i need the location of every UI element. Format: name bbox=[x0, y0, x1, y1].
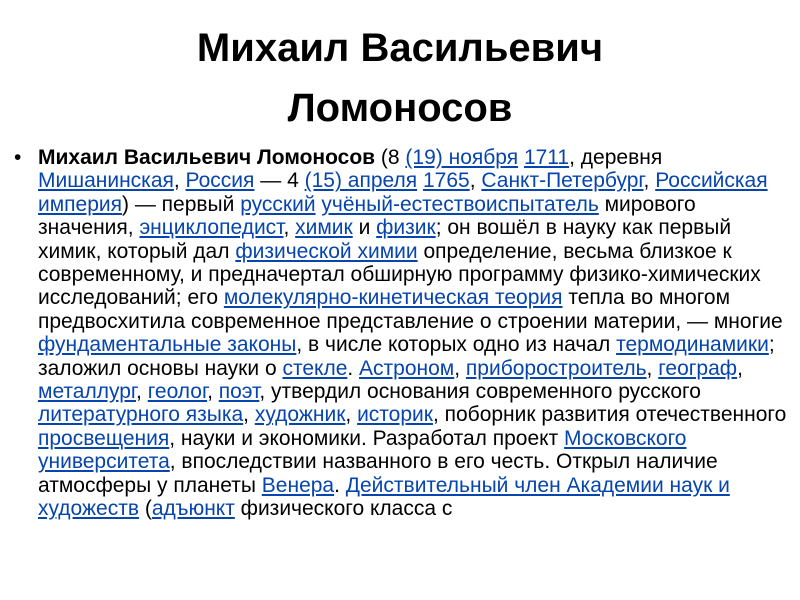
link-chemist[interactable]: химик bbox=[295, 216, 353, 240]
text-segment: , в числе которых одно из начал bbox=[296, 333, 617, 357]
text-segment: , деревня bbox=[569, 146, 663, 169]
text-segment: , bbox=[207, 380, 219, 404]
link-venus[interactable]: Венера bbox=[261, 473, 335, 497]
subject-name: Михаил Васильевич Ломоносов bbox=[38, 146, 376, 169]
text-segment: тепла во многом предвосхитила современное представление о строении материи, — многие bbox=[38, 286, 783, 333]
title-line-2: Ломоносов bbox=[287, 86, 513, 130]
link-full-member[interactable]: Действительный член Академии наук и художеств bbox=[38, 473, 730, 521]
text-segment: , bbox=[643, 169, 656, 193]
link-geographer[interactable]: географ bbox=[658, 356, 738, 380]
link-glass[interactable]: стекле bbox=[282, 356, 348, 380]
text-segment: , bbox=[345, 403, 358, 427]
link-encyclopedist[interactable]: энциклопедист bbox=[139, 216, 284, 240]
text-segment: ; он вошёл в науку как первый химик, который дал bbox=[38, 216, 732, 263]
link-birth-year[interactable]: 1711 bbox=[523, 146, 570, 169]
link-metallurgist[interactable]: металлург bbox=[38, 380, 137, 404]
link-russian[interactable]: русский bbox=[240, 192, 316, 216]
bullet-icon: • bbox=[14, 146, 22, 169]
text-segment: , bbox=[243, 403, 255, 427]
link-artist[interactable]: художник bbox=[254, 403, 346, 427]
text-segment: , науки и экономики. Разработал проект bbox=[169, 426, 565, 450]
text-segment: , bbox=[454, 356, 466, 380]
title-line-1: Михаил Васильевич bbox=[196, 26, 604, 70]
link-enlightenment[interactable]: просвещения bbox=[38, 426, 170, 450]
link-physical-chemistry[interactable]: физической химии bbox=[235, 239, 418, 263]
content-list bbox=[14, 146, 794, 521]
link-astronomer[interactable]: Астроном bbox=[359, 356, 455, 380]
link-adjunct[interactable]: адъюнкт bbox=[151, 497, 235, 521]
text-segment: ) — первый bbox=[122, 192, 241, 216]
text-segment: . bbox=[347, 356, 360, 380]
link-death-year[interactable]: 1765 bbox=[422, 169, 470, 193]
link-geologist[interactable]: геолог bbox=[147, 380, 208, 404]
link-russia[interactable]: Россия bbox=[185, 169, 255, 193]
link-instrument-maker[interactable]: приборостроитель bbox=[465, 356, 647, 380]
link-russian-empire[interactable]: Российская империя bbox=[38, 169, 768, 216]
text-segment: физического класса с bbox=[234, 497, 453, 521]
link-death-date[interactable]: (15) апреля bbox=[304, 169, 418, 193]
text-segment: , утвердил основания современного русского bbox=[259, 380, 701, 404]
text-segment: мирового значения, bbox=[38, 192, 696, 240]
link-thermodynamics[interactable]: термодинамики bbox=[616, 333, 769, 357]
text-segment: , bbox=[173, 169, 186, 193]
link-mishaninskaya[interactable]: Мишанинская bbox=[38, 169, 174, 193]
text-segment: , bbox=[646, 356, 659, 380]
text-segment: — 4 bbox=[254, 169, 305, 193]
page-title bbox=[0, 18, 800, 138]
link-saint-petersburg[interactable]: Санкт-Петербург bbox=[481, 169, 644, 193]
link-birth-date[interactable]: (19) ноября bbox=[405, 146, 519, 169]
text-segment: . bbox=[334, 473, 346, 497]
text-segment: , bbox=[737, 356, 743, 380]
bio-paragraph bbox=[14, 146, 794, 521]
link-physicist[interactable]: физик bbox=[376, 216, 436, 240]
text-segment: , впоследствии названного в его честь. Открыл наличие атмосферы у планеты bbox=[38, 450, 718, 497]
text-segment: (8 bbox=[375, 146, 406, 169]
link-fundamental-laws[interactable]: фундаментальные законы bbox=[38, 333, 297, 357]
link-poet[interactable]: поэт bbox=[218, 380, 260, 404]
text-segment: , bbox=[469, 169, 482, 193]
text-segment: и bbox=[352, 216, 377, 240]
link-literary-language[interactable]: литературного языка bbox=[38, 403, 244, 427]
text-segment: ; заложил основы науки о bbox=[38, 333, 775, 380]
link-moscow-university[interactable]: Московского университета bbox=[38, 426, 687, 474]
link-kinetic-theory[interactable]: молекулярно-кинетическая теория bbox=[223, 286, 563, 310]
text-segment: определение, весьма близкое к современному, и предначертал обширную программу физико-химических исследований; его bbox=[38, 239, 761, 310]
text-segment: , bbox=[283, 216, 296, 240]
link-historian[interactable]: историк bbox=[357, 403, 433, 427]
text-segment: , поборник развития отечественного bbox=[432, 403, 787, 427]
text-segment: , bbox=[136, 380, 148, 404]
link-natural-scientist[interactable]: учёный-естествоиспытатель bbox=[321, 192, 599, 216]
text-segment: ( bbox=[139, 497, 152, 521]
